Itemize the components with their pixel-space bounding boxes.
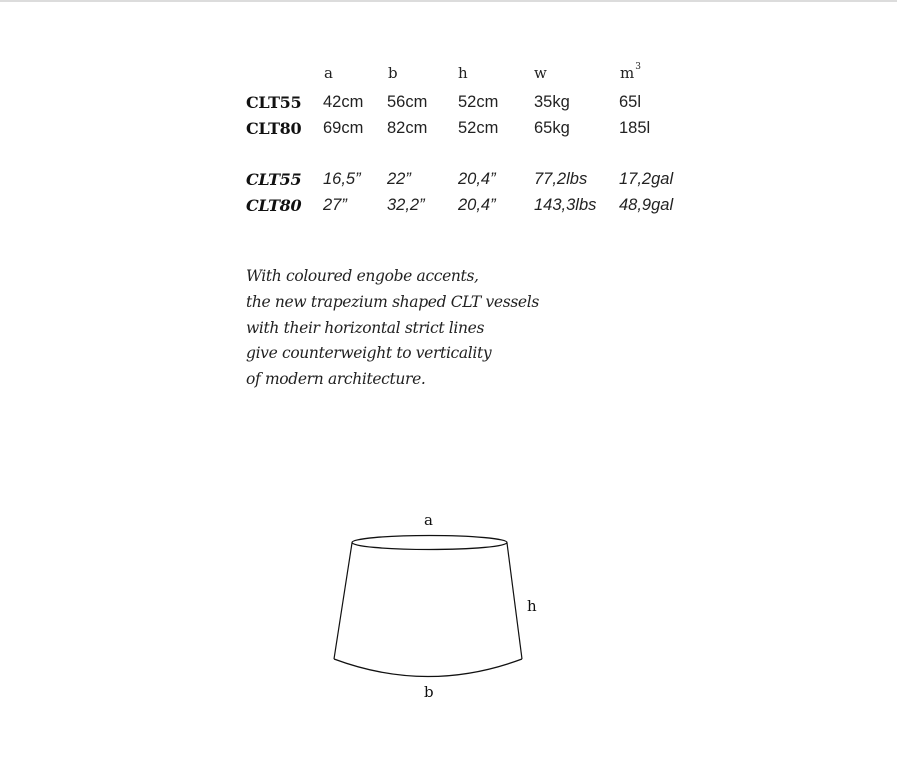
- cell-h: 52cm: [458, 119, 499, 137]
- vessel-bottom-curve: [334, 659, 522, 677]
- row-model-name: CLT55: [246, 93, 302, 112]
- cell-b: 22”: [387, 170, 411, 188]
- header-a: a: [324, 64, 333, 82]
- cell-b: 82cm: [387, 119, 428, 137]
- cell-volume: 17,2gal: [619, 170, 674, 188]
- cell-b: 56cm: [387, 93, 428, 111]
- cell-w: 77,2lbs: [534, 170, 588, 188]
- cell-b: 32,2”: [387, 196, 425, 214]
- cell-h: 52cm: [458, 93, 499, 111]
- diagram-label-h: h: [527, 597, 537, 615]
- description-line: with their horizontal strict lines: [246, 318, 485, 337]
- diagram-label-b: b: [424, 683, 434, 701]
- description-line: the new trapezium shaped CLT vessels: [246, 292, 539, 311]
- header-volume-unit: m: [620, 64, 635, 82]
- cell-w: 35kg: [534, 93, 570, 111]
- cell-volume: 185l: [619, 119, 651, 137]
- cell-a: 69cm: [323, 119, 364, 137]
- header-volume-exponent: 3: [635, 62, 641, 72]
- cell-a: 42cm: [323, 93, 364, 111]
- cell-volume: 48,9gal: [619, 196, 674, 214]
- cell-w: 143,3lbs: [534, 196, 597, 214]
- description-line: With coloured engobe accents,: [246, 267, 479, 285]
- cell-h: 20,4”: [458, 170, 496, 188]
- header-h: h: [458, 64, 468, 82]
- row-model-name: CLT80: [246, 119, 302, 138]
- cell-volume: 65l: [619, 93, 642, 111]
- vessel-outline: [320, 505, 560, 715]
- description-line: of modern architecture.: [246, 370, 426, 389]
- cell-a: 16,5”: [323, 170, 361, 188]
- vessel-left-side: [334, 543, 352, 659]
- cell-w: 65kg: [534, 119, 570, 137]
- header-b: b: [388, 64, 398, 82]
- header-volume: [620, 64, 641, 82]
- diagram-label-a: a: [424, 511, 433, 529]
- vessel-right-side: [507, 543, 522, 659]
- vessel-diagram: [320, 505, 560, 715]
- vessel-top-rim: [352, 536, 507, 550]
- row-model-name: CLT80: [246, 196, 302, 215]
- row-model-name: CLT55: [246, 170, 302, 189]
- cell-h: 20,4”: [458, 196, 496, 214]
- product-description: [246, 264, 539, 393]
- cell-a: 27”: [323, 196, 347, 214]
- top-divider: [0, 0, 897, 2]
- header-w: w: [534, 64, 547, 82]
- description-line: give counterweight to verticality: [246, 344, 492, 363]
